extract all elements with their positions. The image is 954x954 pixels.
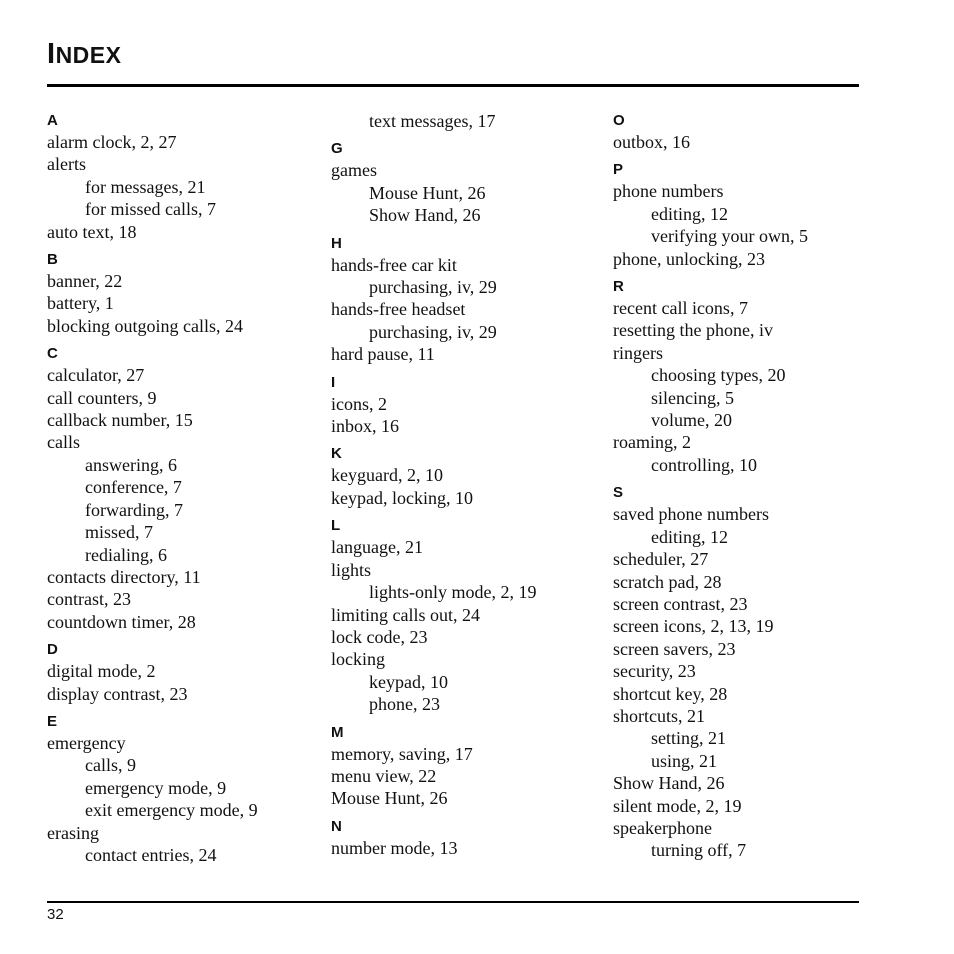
index-entry: contrast, 23 [47, 589, 131, 610]
index-subentry: for messages, 21 [85, 176, 206, 197]
index-entry: screen contrast, 23 [613, 593, 748, 614]
index-entry: hands-free headset [331, 299, 466, 320]
index-entry: phone, unlocking, 23 [613, 248, 765, 269]
index-subentry: silencing, 5 [651, 387, 734, 408]
index-subentry: calls, 9 [85, 755, 136, 776]
index-entry: saved phone numbers [613, 504, 769, 525]
index-subentry: text messages, 17 [369, 111, 496, 131]
index-entry: calculator, 27 [47, 365, 145, 386]
index-letter-heading: G [331, 140, 343, 158]
index-entry: alarm clock, 2, 27 [47, 132, 177, 152]
index-subentry: conference, 7 [85, 477, 182, 498]
index-entry: keyguard, 2, 10 [331, 465, 443, 486]
index-entry: emergency [47, 732, 126, 753]
index-entry: lights [331, 559, 372, 580]
index-subentry: missed, 7 [85, 522, 154, 543]
index-entry: keypad, locking, 10 [331, 487, 473, 508]
index-subentry: choosing types, 20 [651, 365, 786, 386]
index-subentry: phone, 23 [369, 694, 440, 715]
index-entry: resetting the phone, iv [613, 320, 773, 341]
index-entry: security, 23 [613, 661, 696, 682]
index-entry: auto text, 18 [47, 221, 137, 242]
index-column-3 [613, 110, 863, 862]
index-letter-heading: P [613, 161, 624, 179]
index-subentry: exit emergency mode, 9 [85, 800, 258, 821]
index-subentry: purchasing, iv, 29 [369, 277, 497, 298]
index-subentry: Show Hand, 26 [369, 205, 481, 226]
index-letter-heading: H [331, 234, 342, 252]
index-letter-heading: B [47, 251, 58, 269]
index-entry: alerts [47, 154, 86, 175]
index-letter-heading: C [47, 345, 58, 363]
index-subentry: purchasing, iv, 29 [369, 321, 497, 342]
index-entry: memory, saving, 17 [331, 743, 473, 764]
index-entry: call counters, 9 [47, 387, 157, 408]
index-entry: countdown timer, 28 [47, 611, 196, 632]
index-entry: banner, 22 [47, 271, 123, 292]
index-letter-heading: A [47, 112, 58, 129]
index-entry: phone numbers [613, 181, 724, 202]
index-subentry: editing, 12 [651, 526, 728, 547]
index-subentry: editing, 12 [651, 203, 728, 224]
index-subentry: setting, 21 [651, 728, 726, 749]
index-column-2 [331, 110, 601, 859]
index-subentry: emergency mode, 9 [85, 777, 227, 798]
index-letter-heading: M [331, 723, 344, 741]
page-title-initial: I [47, 38, 56, 70]
index-subentry: forwarding, 7 [85, 499, 183, 520]
index-column-1 [47, 110, 317, 866]
index-entry: battery, 1 [47, 293, 114, 314]
index-entry: speakerphone [613, 817, 712, 838]
index-entry: display contrast, 23 [47, 683, 188, 704]
index-entry: recent call icons, 7 [613, 298, 748, 319]
index-entry: language, 21 [331, 537, 423, 558]
index-entry: shortcut key, 28 [613, 683, 728, 704]
top-divider [47, 84, 859, 87]
index-letter-heading: D [47, 641, 58, 659]
page-title [47, 40, 121, 69]
index-entry: calls [47, 432, 80, 453]
index-entry: silent mode, 2, 19 [613, 795, 742, 816]
index-entry: shortcuts, 21 [613, 705, 705, 726]
index-subentry: for missed calls, 7 [85, 199, 216, 220]
index-entry: Mouse Hunt, 26 [331, 788, 448, 809]
index-entry: games [331, 160, 377, 181]
index-subentry: verifying your own, 5 [651, 226, 808, 247]
index-entry: screen icons, 2, 13, 19 [613, 616, 774, 637]
page-title-rest: NDEX [55, 42, 122, 68]
index-letter-heading: S [613, 484, 624, 502]
index-letter-heading: R [613, 278, 624, 296]
index-letter-heading: N [331, 817, 342, 835]
index-entry: screen savers, 23 [613, 638, 736, 659]
index-entry: digital mode, 2 [47, 661, 156, 682]
index-entry: hard pause, 11 [331, 344, 435, 365]
bottom-divider [47, 901, 859, 903]
index-entry: ringers [613, 342, 663, 363]
index-subentry: controlling, 10 [651, 454, 757, 475]
index-subentry: redialing, 6 [85, 544, 167, 565]
index-subentry: lights-only mode, 2, 19 [369, 582, 537, 603]
index-entry: hands-free car kit [331, 254, 457, 275]
index-entry: Show Hand, 26 [613, 773, 725, 794]
index-subentry: volume, 20 [651, 410, 732, 431]
index-letter-heading: L [331, 517, 341, 535]
index-subentry: using, 21 [651, 750, 718, 771]
index-letter-heading: K [331, 445, 342, 463]
index-entry: scheduler, 27 [613, 549, 709, 570]
index-entry: locking [331, 649, 385, 670]
index-entry: erasing [47, 822, 99, 843]
index-letter-heading: I [331, 373, 336, 391]
page-number: 32 [47, 906, 64, 923]
index-entry: outbox, 16 [613, 132, 691, 152]
index-entry: contacts directory, 11 [47, 566, 201, 587]
index-entry: menu view, 22 [331, 765, 437, 786]
index-letter-heading: E [47, 712, 58, 730]
index-entry: inbox, 16 [331, 416, 400, 437]
index-entry: icons, 2 [331, 393, 387, 414]
index-subentry: Mouse Hunt, 26 [369, 182, 486, 203]
index-entry: number mode, 13 [331, 837, 458, 858]
index-entry: blocking outgoing calls, 24 [47, 315, 243, 336]
index-entry: roaming, 2 [613, 432, 691, 453]
index-entry: lock code, 23 [331, 626, 428, 647]
index-entry: scratch pad, 28 [613, 571, 722, 592]
index-letter-heading: O [613, 112, 625, 129]
index-subentry: keypad, 10 [369, 671, 448, 692]
index-subentry: answering, 6 [85, 454, 177, 475]
index-entry: callback number, 15 [47, 410, 193, 431]
index-subentry: contact entries, 24 [85, 844, 217, 865]
index-entry: limiting calls out, 24 [331, 604, 480, 625]
index-subentry: turning off, 7 [651, 840, 747, 861]
